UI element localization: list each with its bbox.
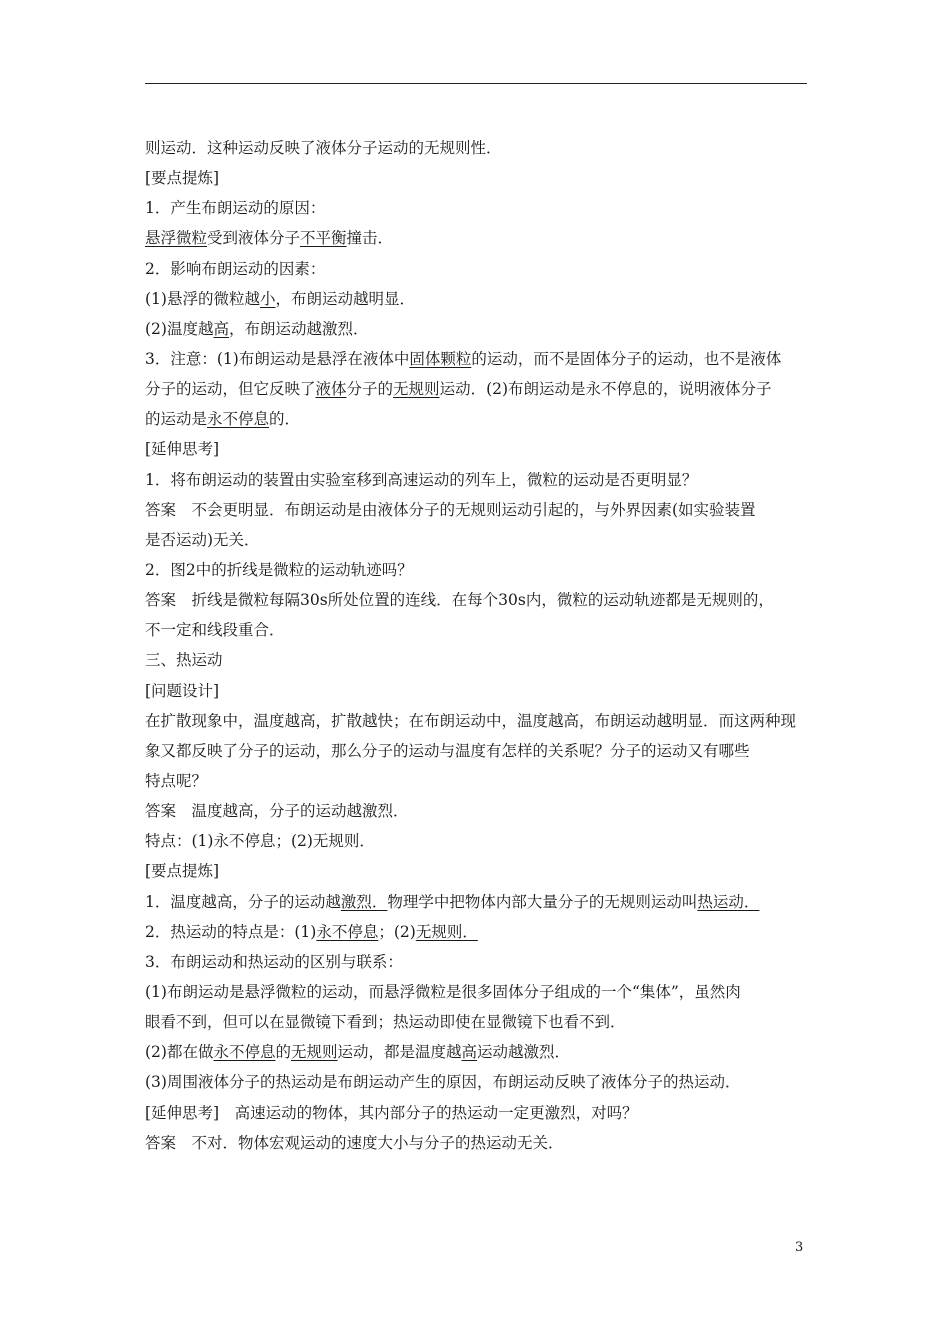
text-line — [145, 344, 809, 374]
underlined-answer: 激烈． — [340, 892, 388, 911]
text-segment: 不一定和线段重合． — [145, 621, 285, 640]
text-line — [145, 585, 809, 615]
text-segment: 是否运动)无关． — [145, 530, 260, 549]
underlined-answer: 永不停息 — [207, 410, 270, 429]
underlined-answer: 永不停息 — [316, 922, 379, 941]
text-line — [145, 223, 809, 253]
header-rule — [145, 83, 807, 84]
text-segment: (2)都在做 — [145, 1043, 214, 1062]
text-segment: (1)布朗运动是悬浮微粒的运动，而悬浮微粒是很多固体分子组成的一个“集体”，虽然肉 — [145, 982, 741, 1001]
text-segment: 答案 不会更明显．布朗运动是由液体分子的无规则运动引起的，与外界因素(如实验装置 — [145, 500, 756, 519]
text-line — [145, 676, 809, 706]
text-segment: (1)悬浮的微粒越 — [145, 289, 260, 308]
text-segment: ，布朗运动越明显． — [275, 289, 415, 308]
text-segment: 1．产生布朗运动的原因： — [145, 199, 326, 218]
text-segment: 的． — [269, 410, 301, 429]
text-line — [145, 826, 809, 856]
text-line — [145, 525, 809, 555]
text-segment: 特点：(1)永不停息；(2)无规则． — [145, 832, 375, 851]
text-line — [145, 706, 809, 736]
text-segment: 眼看不到，但可以在显微镜下看到；热运动即使在显微镜下也看不到． — [145, 1013, 626, 1032]
underlined-answer: 小 — [259, 289, 276, 308]
underlined-answer: 高 — [213, 319, 229, 338]
text-line — [145, 434, 809, 464]
text-line — [145, 495, 809, 525]
text-segment: [问题设计] — [145, 681, 220, 700]
text-segment: 撞击． — [346, 229, 394, 248]
text-line — [145, 856, 809, 886]
text-segment: (3)周围液体分子的热运动是布朗运动产生的原因，布朗运动反映了液体分子的热运动． — [145, 1073, 741, 1092]
text-line — [145, 1067, 809, 1097]
text-line — [145, 615, 809, 645]
text-segment: 的运动，而不是固体分子的运动，也不是液体 — [471, 349, 782, 368]
text-line — [145, 133, 809, 163]
text-segment: [要点提炼] — [145, 169, 220, 188]
text-segment: 运动．(2)布朗运动是永不停息的，说明液体分子 — [439, 380, 772, 399]
text-line — [145, 163, 809, 193]
underlined-answer: 热运动． — [697, 892, 760, 911]
text-line — [145, 796, 809, 826]
text-line — [145, 887, 809, 917]
text-line — [145, 917, 809, 947]
text-segment: 答案 温度越高，分子的运动越激烈． — [145, 802, 409, 821]
text-line — [145, 645, 809, 675]
text-segment: 物理学中把物体内部大量分子的无规则运动叫 — [387, 892, 698, 911]
text-line — [145, 766, 809, 796]
text-line — [145, 977, 809, 1007]
page-number: 3 — [795, 1240, 804, 1255]
text-line — [145, 254, 809, 284]
text-segment: 象又都反映了分子的运动，那么分子的运动与温度有怎样的关系呢？分子的运动又有哪些 — [145, 741, 750, 760]
underlined-answer: 悬浮微粒 — [145, 229, 208, 248]
text-segment: 答案 不对．物体宏观运动的速度大小与分子的热运动无关． — [145, 1133, 564, 1152]
text-segment: 2．热运动的特点是：(1) — [145, 922, 317, 941]
text-line — [145, 947, 809, 977]
underlined-answer: 无规则 — [393, 380, 440, 399]
text-line — [145, 1007, 809, 1037]
text-segment: ，布朗运动越激烈． — [228, 319, 369, 338]
text-segment: 分子的 — [346, 380, 394, 399]
underlined-answer: 无规则． — [415, 922, 478, 941]
text-segment: 分子的运动，但它反映了 — [145, 380, 316, 399]
text-line — [145, 193, 809, 223]
text-segment: 2．影响布朗运动的因素： — [145, 259, 326, 278]
text-segment: [延伸思考] 高速运动的物体，其内部分子的热运动一定更激烈，对吗？ — [145, 1103, 638, 1122]
text-segment: 2．图2中的折线是微粒的运动轨迹吗？ — [145, 560, 413, 579]
underlined-answer: 永不停息 — [213, 1043, 276, 1062]
underlined-answer: 不平衡 — [300, 229, 347, 248]
text-segment: 答案 折线是微粒每隔30s所处位置的连线．在每个30s内，微粒的运动轨迹都是无规则的， — [145, 591, 774, 610]
text-segment: 3．注意：(1)布朗运动是悬浮在液体中 — [145, 349, 410, 368]
text-segment: 在扩散现象中，温度越高，扩散越快；在布朗运动中，温度越高，布朗运动越明显．而这两种现 — [145, 711, 797, 730]
text-segment: 1．将布朗运动的装置由实验室移到高速运动的列车上，微粒的运动是否更明显？ — [145, 470, 698, 489]
underlined-answer: 高 — [461, 1043, 478, 1062]
text-segment: 受到液体分子 — [207, 229, 301, 248]
text-segment: ；(2) — [378, 922, 416, 941]
text-segment: 运动，都是温度越 — [337, 1043, 462, 1062]
text-line — [145, 1037, 809, 1067]
text-segment: 特点呢？ — [145, 771, 208, 790]
text-segment: 运动越激烈． — [477, 1043, 571, 1062]
text-line — [145, 736, 809, 766]
text-line — [145, 1128, 809, 1158]
text-segment: [要点提炼] — [145, 862, 220, 881]
text-line — [145, 1098, 809, 1128]
text-line — [145, 465, 809, 495]
text-segment: (2)温度越 — [145, 319, 214, 338]
text-line — [145, 314, 809, 344]
document-body — [145, 133, 809, 1158]
text-segment: 三、热运动 — [145, 651, 223, 670]
underlined-answer: 液体 — [315, 380, 347, 399]
text-line — [145, 284, 809, 314]
underlined-answer: 固体颗粒 — [409, 349, 472, 368]
text-segment: 则运动．这种运动反映了液体分子运动的无规则性． — [145, 139, 502, 157]
text-line — [145, 404, 809, 434]
text-line — [145, 555, 809, 585]
text-line — [145, 374, 809, 404]
underlined-answer: 无规则 — [291, 1043, 338, 1062]
text-segment: 的运动是 — [145, 410, 208, 429]
text-segment: 1．温度越高，分子的运动越 — [145, 892, 341, 911]
text-segment: [延伸思考] — [145, 440, 220, 459]
text-segment: 的 — [275, 1043, 291, 1062]
text-segment: 3．布朗运动和热运动的区别与联系： — [145, 952, 403, 971]
